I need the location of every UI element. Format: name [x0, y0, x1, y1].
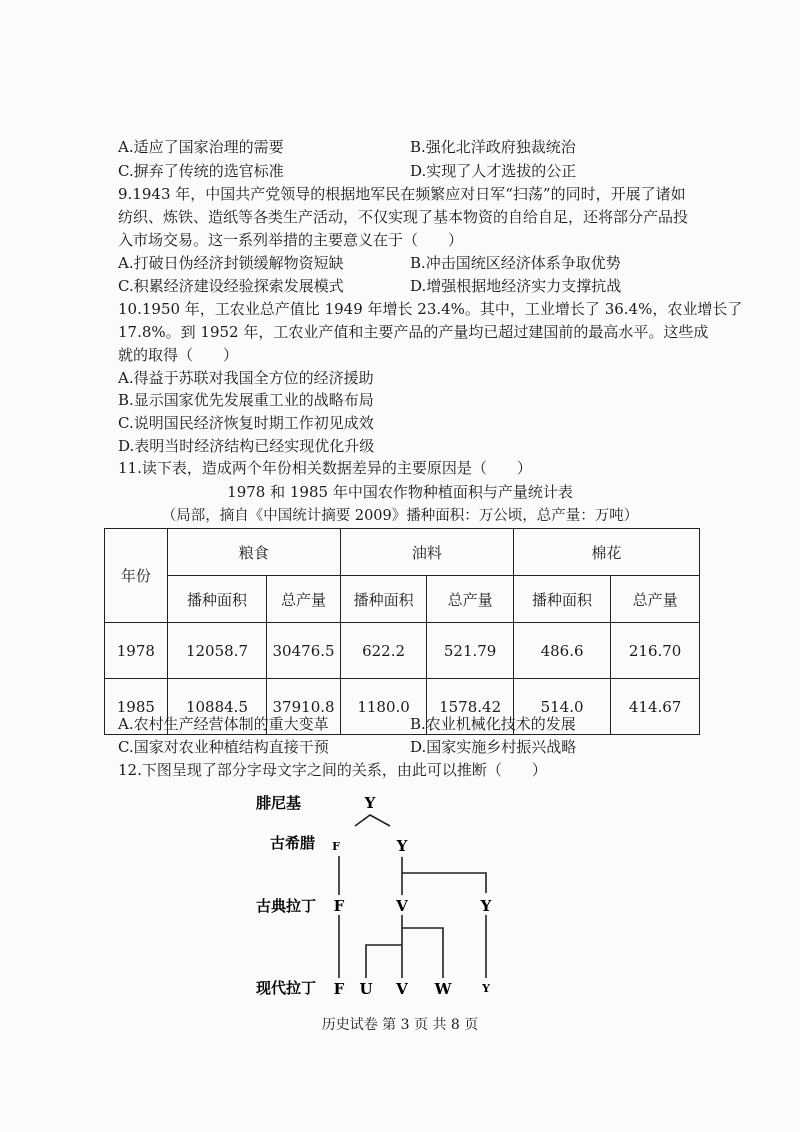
- line-greek-y-to-latin-y: [402, 873, 486, 893]
- row-year: 1985: [105, 679, 168, 735]
- q8-option-a[interactable]: A.适应了国家治理的需要: [118, 138, 284, 156]
- branch-phoenician: [355, 815, 390, 826]
- table-cell: 12058.7: [167, 623, 267, 679]
- row-year: 1978: [105, 623, 168, 679]
- letter-greek-f: F: [332, 840, 340, 853]
- q10-option-c[interactable]: C.说明国民经济恢复时期工作初见成效: [118, 414, 374, 432]
- q8-option-c[interactable]: C.摒弃了传统的选官标准: [118, 162, 284, 180]
- q10-option-a[interactable]: A.得益于苏联对我国全方位的经济援助: [118, 369, 374, 387]
- letter-modern-u: U: [359, 980, 373, 998]
- letter-latin-f: F: [333, 897, 345, 915]
- q9-option-b[interactable]: B.冲击国统区经济体系争取优势: [410, 254, 621, 272]
- header-oil-crops: 油料: [340, 529, 513, 576]
- q9-option-a[interactable]: A.打破日伪经济封锁缓解物资短缺: [118, 254, 344, 272]
- q9-stem-line-3: 入市场交易。这一系列举措的主要意义在于（ ）: [118, 231, 464, 249]
- table-cell: 486.6: [513, 623, 610, 679]
- table-cell: 514.0: [513, 679, 610, 735]
- q8-option-d[interactable]: D.实现了人才选拔的公正: [410, 162, 577, 180]
- table-cell: 30476.5: [267, 623, 341, 679]
- letter-latin-y: Y: [480, 897, 492, 915]
- line-latin-v-to-modern-w: [402, 928, 443, 978]
- header-grain: 粮食: [167, 529, 340, 576]
- header-cotton-area: 播种面积: [513, 576, 610, 623]
- level-ancient-greek: 古希腊: [270, 834, 316, 852]
- header-grain-area: 播种面积: [167, 576, 267, 623]
- header-oil-area: 播种面积: [340, 576, 427, 623]
- letter-modern-y: Y: [482, 982, 490, 995]
- q9-option-c[interactable]: C.积累经济建设经验探索发展模式: [118, 277, 344, 295]
- table-cell: 37910.8: [267, 679, 341, 735]
- q11-option-a[interactable]: A.农村生产经营体制的重大变革: [118, 715, 329, 733]
- table-cell: 216.70: [611, 623, 700, 679]
- table-cell: 1578.42: [427, 679, 514, 735]
- header-cotton-output: 总产量: [611, 576, 700, 623]
- table-subtitle: （局部，摘自《中国统计摘要 2009》播种面积：万公顷，总产量：万吨）: [161, 508, 639, 524]
- q11-stem: 11.读下表，造成两个年份相关数据差异的主要原因是（ ）: [118, 459, 532, 477]
- level-modern-latin: 现代拉丁: [256, 979, 317, 997]
- level-phoenician: 腓尼基: [256, 794, 302, 812]
- line-latin-v-to-modern-u: [366, 945, 402, 978]
- q9-stem-line-1: 9.1943 年，中国共产党领导的根据地军民在频繁应对日军“扫荡”的同时，开展了诸如: [118, 185, 686, 203]
- letter-modern-v: V: [396, 980, 408, 998]
- q11-option-b[interactable]: B.农业机械化技术的发展: [410, 715, 576, 733]
- table-title: 1978 和 1985 年中国农作物种植面积与产量统计表: [227, 483, 573, 501]
- q12-stem: 12.下图呈现了部分字母文字之间的关系，由此可以推断（ ）: [118, 761, 547, 779]
- letter-latin-v: V: [396, 897, 408, 915]
- table-cell: 1180.0: [340, 679, 427, 735]
- q10-option-d[interactable]: D.表明当时经济结构已经实现优化升级: [118, 437, 375, 455]
- q11-option-d[interactable]: D.国家实施乡村振兴战略: [410, 738, 577, 756]
- header-year: 年份: [105, 529, 168, 623]
- table-cell: 10884.5: [167, 679, 267, 735]
- level-classical-latin: 古典拉丁: [256, 897, 317, 915]
- q10-stem-line-3: 就的取得（ ）: [118, 346, 239, 364]
- q10-option-b[interactable]: B.显示国家优先发展重工业的战略布局: [118, 391, 374, 409]
- q10-stem-line-2: 17.8%。到 1952 年，工农业产值和主要产品的产量均已超过建国前的最高水平。这些成: [118, 323, 709, 341]
- letter-greek-y: Y: [396, 837, 408, 855]
- letter-modern-w: W: [434, 980, 452, 998]
- header-cotton: 棉花: [513, 529, 699, 576]
- q9-stem-line-2: 纺织、炼铁、造纸等各类生产活动，不仅实现了基本物资的自给自足，还将部分产品投: [118, 208, 689, 226]
- q8-option-b[interactable]: B.强化北洋政府独裁统治: [410, 138, 576, 156]
- page-footer: 历史试卷 第 3 页 共 8 页: [321, 1017, 479, 1033]
- letter-modern-f: F: [333, 980, 345, 998]
- table-cell: 622.2: [340, 623, 427, 679]
- table-cell: 521.79: [427, 623, 514, 679]
- letter-phoenician-y: Y: [364, 794, 376, 812]
- table-cell: 414.67: [611, 679, 700, 735]
- q9-option-d[interactable]: D.增强根据地经济实力支撑抗战: [410, 277, 622, 295]
- header-grain-output: 总产量: [267, 576, 341, 623]
- q10-stem-line-1: 10.1950 年，工农业总产值比 1949 年增长 23.4%。其中，工业增长了 36.4%，农业增长了: [118, 300, 743, 318]
- q11-option-c[interactable]: C.国家对农业种植结构直接干预: [118, 738, 329, 756]
- header-oil-output: 总产量: [427, 576, 514, 623]
